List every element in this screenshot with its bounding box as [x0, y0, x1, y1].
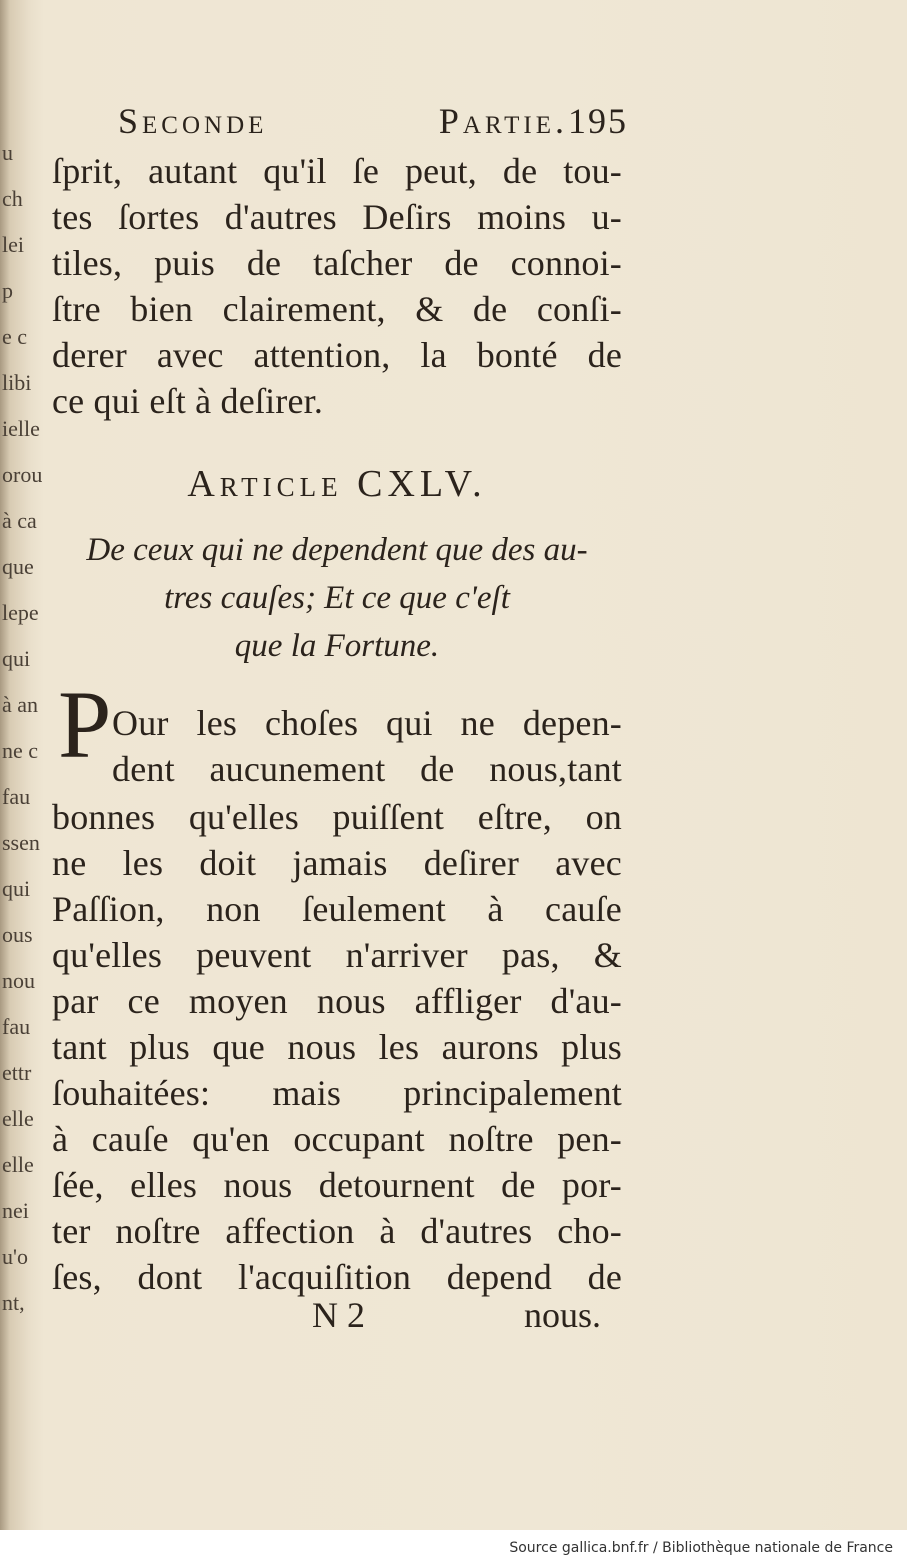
article-subtitle-line: De ceux qui ne dependent que des au-: [86, 532, 588, 568]
intro-line: derer avec attention, la bonté de: [52, 335, 622, 375]
facing-page-fragment: ettr: [2, 1060, 32, 1085]
facing-page-fragment: fau: [2, 1014, 31, 1039]
facing-page-fragment: ous: [2, 922, 33, 947]
facing-page-fragment: qui: [2, 646, 31, 671]
source-credit: Source gallica.bnf.fr / Bibliothèque nationale de France: [509, 1540, 893, 1556]
body-line: ne les doit jamais deſirer avec: [52, 843, 622, 883]
facing-page-fragment: ssen: [2, 830, 40, 855]
body-line: Paſſion, non ſeulement à cauſe: [52, 889, 622, 929]
intro-line: ce qui eſt à deſirer.: [52, 381, 324, 421]
body-line: qu'elles peuvent n'arriver pas, &: [52, 935, 622, 975]
facing-page-fragment: lepe: [2, 600, 39, 625]
body-line: dent aucunement de nous,tant: [112, 749, 622, 789]
page-number: 195: [568, 101, 628, 141]
article-subtitle-line: que la Fortune.: [234, 628, 440, 664]
facing-page-fragment: u'o: [2, 1244, 28, 1269]
running-title: Seconde Partie.: [118, 101, 568, 141]
facing-page-fragment: à ca: [2, 508, 37, 533]
body-line: ſée, elles nous detournent de por-: [52, 1165, 622, 1205]
body-line: par ce moyen nous affliger d'au-: [52, 981, 622, 1021]
facing-page-fragment: orou: [2, 462, 42, 487]
body-line: ter noſtre affection à d'autres cho-: [52, 1211, 622, 1251]
facing-page-fragment: fau: [2, 784, 31, 809]
catchword: nous.: [524, 1295, 602, 1335]
facing-page-fragment: elle: [2, 1152, 34, 1177]
facing-page-fragment: u: [2, 140, 13, 165]
facing-page-fragment: qui: [2, 876, 31, 901]
facing-page-fragment: ch: [2, 186, 23, 211]
facing-page-edge: [0, 0, 44, 1530]
article-title: Article CXLV.: [187, 463, 487, 505]
facing-page-fragment: nou: [2, 968, 35, 993]
facing-page-fragment: à an: [2, 692, 39, 717]
facing-page-fragment: ielle: [2, 416, 40, 441]
drop-cap: P: [58, 671, 112, 778]
facing-page-fragment: ne c: [2, 738, 39, 763]
facing-page-fragment: que: [2, 554, 34, 579]
facing-page-fragment: elle: [2, 1106, 34, 1131]
body-line: ſes, dont l'acquiſition depend de: [52, 1257, 622, 1297]
intro-line: tiles, puis de taſcher de connoi-: [52, 243, 622, 283]
article-subtitle-line: tres cauſes; Et ce que c'eſt: [164, 580, 510, 616]
body-line: à cauſe qu'en occupant noſtre pen-: [52, 1119, 622, 1159]
facing-page-fragment: e c: [2, 324, 28, 349]
body-line: bonnes qu'elles puiſſent eſtre, on: [52, 797, 622, 837]
intro-line: ſtre bien clairement, & de conſi-: [52, 289, 622, 329]
facing-page-fragment: libi: [2, 370, 32, 395]
body-line: tant plus que nous les aurons plus: [52, 1027, 622, 1067]
intro-line: tes ſortes d'autres Deſirs moins u-: [52, 197, 622, 237]
intro-line: ſprit, autant qu'il ſe peut, de tou-: [52, 151, 622, 191]
facing-page-fragment: lei: [2, 232, 24, 257]
body-first-line: Our les choſes qui ne depen-: [112, 703, 622, 743]
running-header: [118, 100, 628, 142]
body-line: ſouhaitées: mais principalement: [52, 1073, 622, 1113]
facing-page-fragment: nei: [2, 1198, 29, 1223]
facing-page-fragment: p: [2, 278, 13, 303]
signature-mark: N 2: [312, 1295, 365, 1335]
facing-page-fragment: nt,: [2, 1290, 25, 1315]
